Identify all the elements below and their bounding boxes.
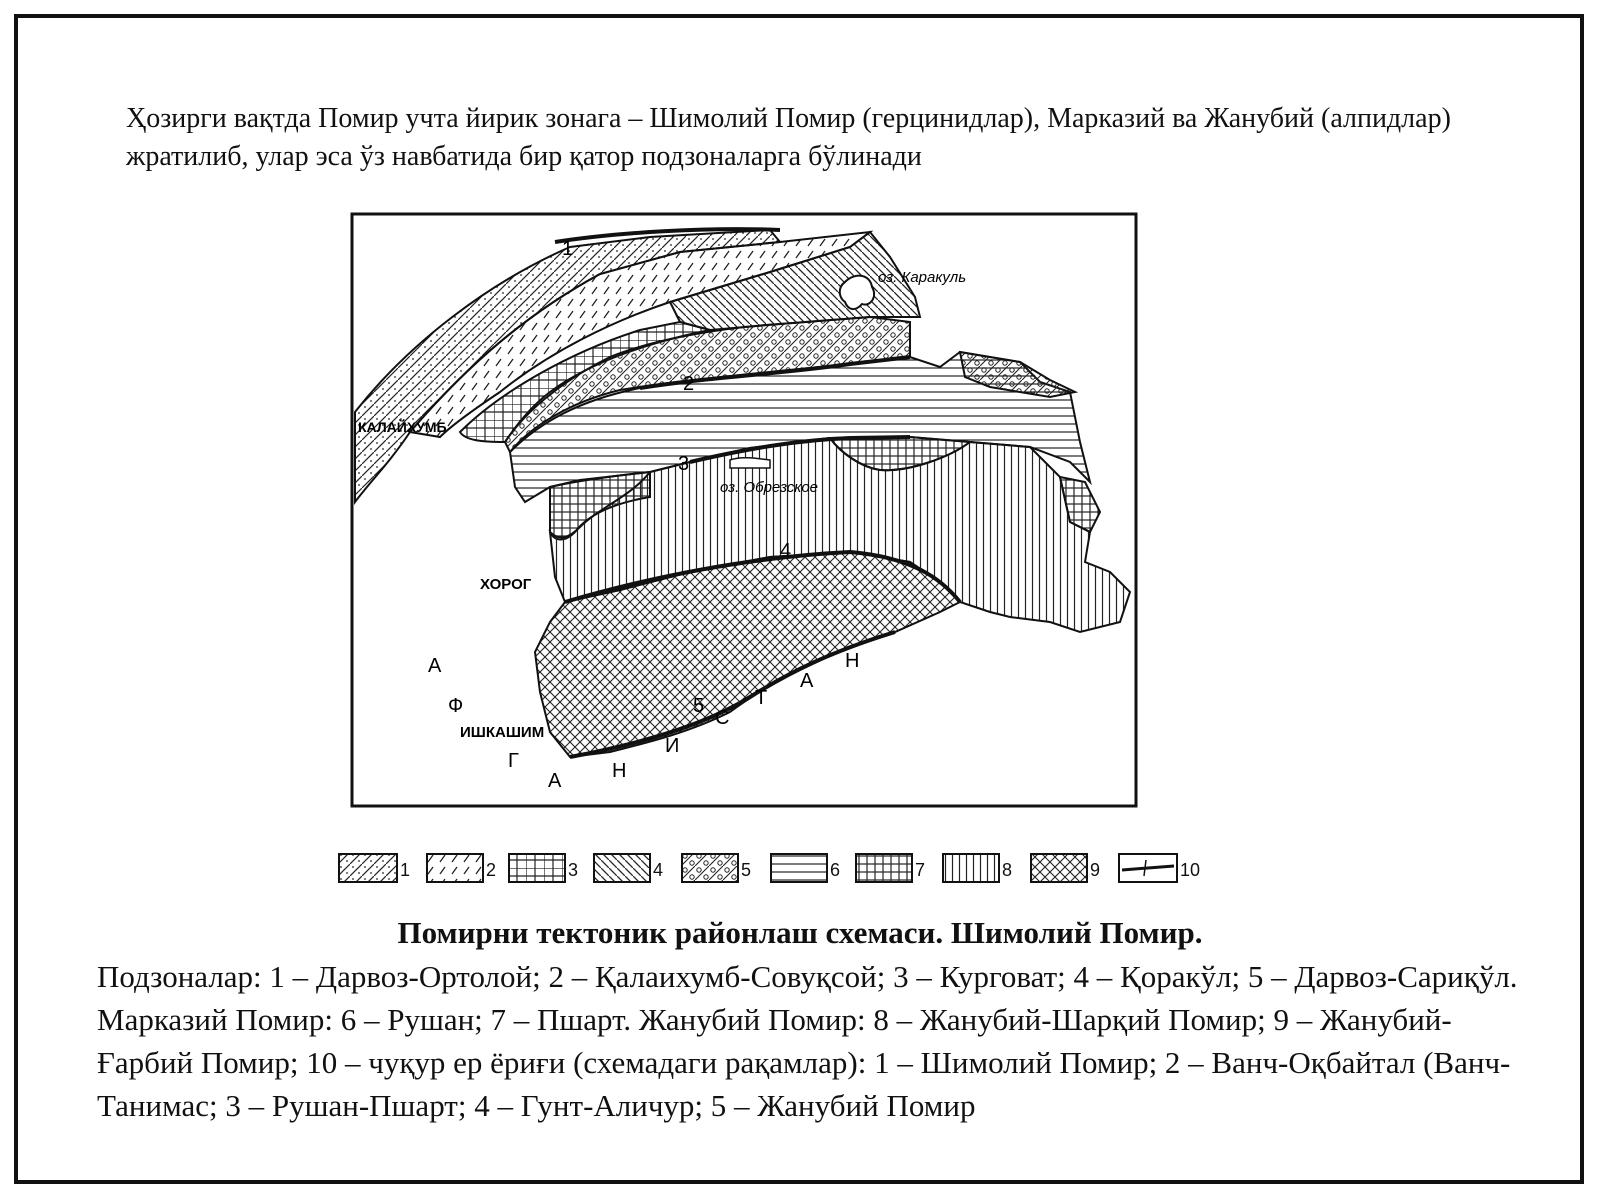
country-letter-8: Т: [755, 687, 768, 709]
label-obrezskoe: оз. Обрезское: [720, 479, 819, 496]
legend-label-9: 9: [1090, 860, 1101, 880]
legend-label-2: 2: [486, 860, 497, 880]
legend-label-10: 10: [1180, 860, 1201, 880]
legend-label-5: 5: [741, 860, 752, 880]
map-legend: [338, 852, 1238, 890]
fault-number-2: 2: [683, 373, 695, 395]
fault-number-4: 4: [780, 540, 792, 562]
legend-label-8: 8: [1002, 860, 1013, 880]
label-ishkashim: ИШКАШИМ: [460, 724, 545, 741]
caption-body: Подзоналар: 1 – Дарвоз-Ортолой; 2 – Қалаихумб-Совуқсой; 3 – Курговат; 4 – Қоракўл; 5 – Дарвоз-Сариқўл. Марказий Помир: 6 – Рушан; 7 – Пшарт. Жанубий Помир: 8 – Жанубий-Шарқий Помир; 9 – Жанубий-Ғарбий Помир; 10 – чуқур ер ёриғи (схемадаги рақамлар): 1 – Шимолий Помир; 2 – Ванч-Оқбайтал (Ванч-Танимас; 3 – Рушан-Пшарт; 4 – Гунт-Аличур; 5 – Жанубий Помир: [97, 959, 1518, 1123]
fault-number-5: 5: [693, 695, 705, 717]
label-karakul: оз. Каракуль: [878, 269, 967, 286]
legend-label-4: 4: [653, 860, 664, 880]
legend-label-7: 7: [915, 860, 926, 880]
country-letter-4: А: [548, 770, 562, 792]
country-letter-9: А: [800, 670, 814, 692]
country-letter-10: Н: [845, 650, 860, 672]
legend-label-1: 1: [400, 860, 411, 880]
legend-label-6: 6: [830, 860, 841, 880]
caption-title: Помирни тектоник районлаш схемаси. Шимолий Помир.: [397, 915, 1203, 950]
fault-number-3: 3: [678, 453, 690, 475]
legend-label-3: 3: [568, 860, 579, 880]
country-letter-2: Ф: [448, 695, 464, 717]
country-letter-1: А: [428, 655, 442, 677]
country-letter-3: Г: [508, 750, 519, 772]
fault-number-1: 1: [562, 238, 574, 260]
country-letter-6: И: [665, 735, 680, 757]
lake-obrezskoe: [730, 458, 770, 468]
intro-text: Ҳозирги вақтда Помир учта йирик зонага – Шимолий Помир (герцинидлар), Марказий ва Жанубий (алпидлар) жратилиб, улар эса ўз навбатида бир қатор подзоналарга бўлинади: [126, 103, 1451, 172]
tectonic-map: [350, 212, 1150, 817]
country-letter-5: Н: [612, 760, 627, 782]
country-letter-7: С: [715, 707, 730, 729]
label-kalaikhumb: КАЛАЙХУМБ: [358, 419, 447, 435]
label-khorog: ХОРОГ: [480, 576, 532, 593]
